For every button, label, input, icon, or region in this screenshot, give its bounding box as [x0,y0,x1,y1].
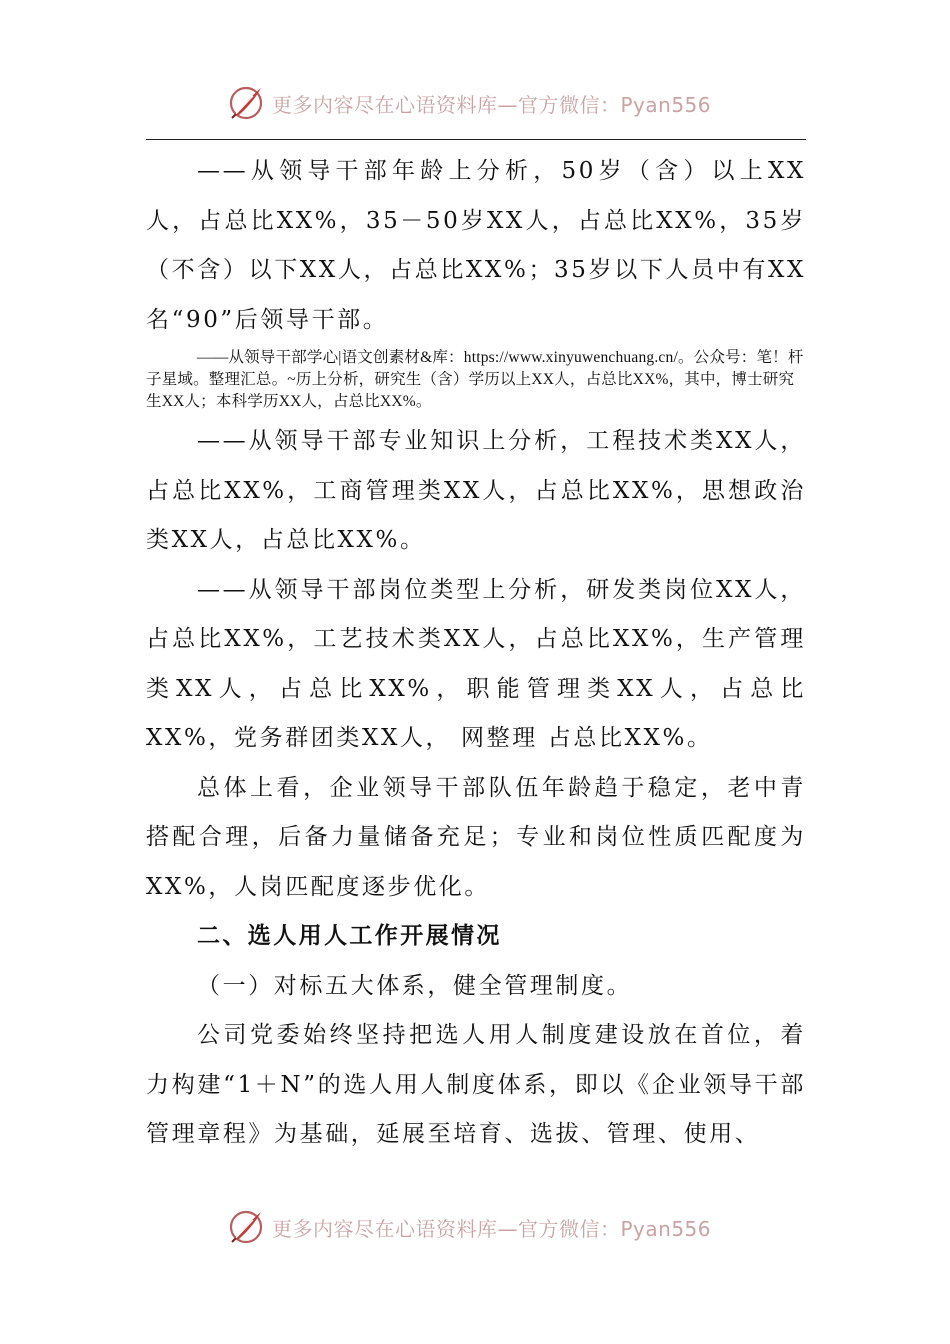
paragraph-education-analysis: ——从领导干部学心|语文创素材&库：https://www.xinyuwenchuang.cn/。公众号：笔！杆子星域。整理汇总。~历上分析，研究生（含）学历以上XX人，占总比XX%，其中，博士研究生XX人；本科学历XX人，占总比XX%。 [146,349,804,410]
paragraph-position-analysis: ——从领导干部岗位类型上分析，研发类岗位XX人，占总比XX%，工艺技术类XX人，占总比XX%，生产管理类XX人，占总比XX%，职能管理类XX人，占总比XX%，党务群团类XX人， 网整理 占总比XX%。 [146,576,806,751]
paragraph-age-analysis: ——从领导干部年龄上分析，50岁（含）以上XX人，占总比XX%，35－50岁XX人，占总比XX%，35岁（不含）以下XX人，占总比XX%；35岁以下人员中有XX名“90”后领导干部。 [146,158,806,333]
subsection-heading: （一）对标五大体系，健全管理制度。 [197,972,633,999]
banner-text: 更多内容尽在心语资料库—官方微信：Pyan556 [272,1216,712,1241]
footer-watermark-banner [226,1204,746,1250]
header-divider [146,139,806,140]
banner-text: 更多内容尽在心语资料库—官方微信：Pyan556 [272,92,712,117]
paragraph-system-building: 公司党委始终坚持把选人用人制度建设放在首位，着力构建“1＋N”的选人用人制度体系，即以《企业领导干部管理章程》为基础，延展至培育、选拔、管理、使用、 [146,1022,806,1147]
paragraph-summary: 总体上看，企业领导干部队伍年龄趋于稳定，老中青搭配合理，后备力量储备充足；专业和岗位性质匹配度为XX%，人岗匹配度逐步优化。 [146,774,806,900]
paragraph-major-analysis: ——从领导干部专业知识上分析，工程技术类XX人，占总比XX%，工商管理类XX人，占总比XX%，思想政治类XX人，占总比XX%。 [146,428,806,553]
quill-pen-logo-icon [226,1207,266,1247]
section-heading: 二、选人用人工作开展情况 [197,923,502,949]
document-body [146,147,806,1160]
header-watermark-banner [226,80,746,126]
quill-pen-logo-icon [226,83,266,123]
